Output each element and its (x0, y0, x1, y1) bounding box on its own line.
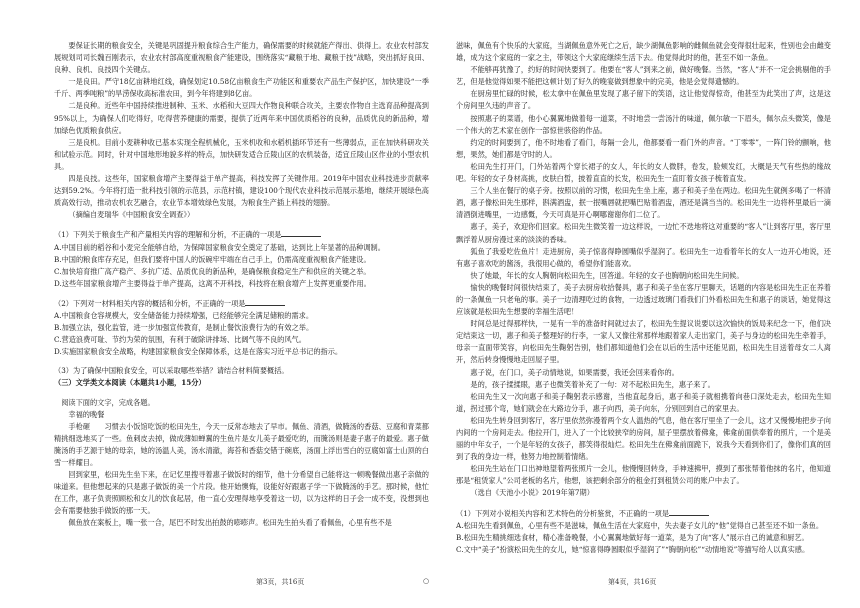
story-paragraph: 按照惠子的菜谱，他小心翼翼地做着每一道菜，不时地尝一尝汤汁的味道，佩尔敏一下眉头，佩尔点头微笑，像是一个伟大的艺术家在创作一部惊世骇俗的作品。 (456, 113, 831, 135)
question-3 (54, 365, 429, 377)
answer-blank (245, 297, 285, 306)
story-paragraph: 松田先生又一次向惠子和美子鞠躬表示感谢，当他直起身后，惠子和美子就相携着向巷口深处走去，松田先生知道，拐过那个弯，她们就会在大路边分手，惠子向西，美子向东，分别回到自己的家里去。 (456, 391, 831, 413)
page-number-right: 第4页，共16页 (608, 578, 657, 586)
story-paragraph: 愉快的晚餐时间很快结束了，美子去厨房收拾餐具，惠子和美子坐在客厅里聊天，话题的内容是松田先生正在养着的一条佩鱼一只老龟的事。美子一边清理吃过的食物，一边透过玻璃门看我们门外看松田先生和惠子的谈话，她觉得这应该就是松田先生想要的幸福生活吧！ (456, 282, 831, 317)
story-paragraph: 滋味，佩鱼有个快乐的大家庭，当湖佩鱼意外死亡之后，缺少湖佩鱼影响的雌佩鱼就会变得很壮起来，性别也会由雌变雄，成为这个家庭的一家之主，带领这个大家庭继续生活下去。他觉得此时的他，甚至不如一条鱼。 (456, 41, 831, 63)
story-paragraph: 是的，孩子揉揉眼，惠子也微笑着补充了一句：对不起松田先生，惠子来了。 (470, 379, 715, 389)
question-1 (54, 228, 429, 289)
answer-blank (281, 228, 321, 237)
passage-paragraph: 要保证长期的粮食安全，关键是巩固提升粮食综合生产能力，确保需要的时候就能产得出、供得上。农业农村部发展规划司司长魏百刚表示，农业农村部高度重视粮食产能建设，围绕落实“藏粮于地、藏粮于技”战略，突出抓好良田、良种、良机、良技四个关键点。 (54, 41, 429, 75)
passage-paragraph: 四是良技。这些年，国家粮食增产主要得益于单产提高，科技发挥了关键作用。2019年中国农业科技进步贡献率达到59.2%。今年将打造一批科技引领的示范县，示范村镇，建设100个现代农业科技示范展示基地，继续开展绿色高质高效行动，推动农机农艺融合，农业节本增效绿色发展，为粮食生产插上科技的翅膀。 (54, 174, 429, 208)
page-number-left: 第3页，共16页 (256, 578, 305, 586)
story-paragraph: 惠子说，在门口，美子动情地说，如果需要，我还会回来看你的。 (470, 367, 679, 377)
story-paragraph: 快了她最，年长的女人胸朝向松田先生，回答道。年轻的女子也胸朝向松田先生问候。 (470, 270, 744, 280)
option-d: D.这些年国家粮食增产主要得益于单产提高，这离不开科技，科技将在粮食增产上发挥更重要作用。 (54, 278, 371, 288)
right-column (456, 40, 831, 556)
story-paragraph: 狐鱼了我爱吃佐鱼片！走进厨房，美子惊喜得睁圆嘴似乎湿润了。松田先生一边看着年长的女人一边开心地说，还有惠子喜欢吃的酱汤，我很用心做的，希望你们能喜欢。 (456, 246, 831, 268)
binding-hole-mark: ○ (423, 577, 430, 585)
story-paragraph: 松田先生转身回到客厅，客厅里依然弥漫着两个女人温热的气息，他在客厅里坐了一会儿，这才又慢慢地把步子向内间的一个房间走去。他拉开门，进入了一个比较狭窄的房间，屋子里摆放着佛龛，佛龛前面供奉着的照片，一个是美丽的中年女子，一个是年轻的女孩子，都笑得很灿烂。松田先生在佛龛前面跪下，说我今天看到你们了，像你们真的回到了我的身边一样，他努力地控制着情绪。 (456, 415, 831, 462)
left-column (54, 40, 429, 530)
option-b: B.加强立法，强化监管，进一步加强宣传教育，是制止餐饮浪费行为的有效之举。 (54, 323, 314, 333)
story-paragraph: 松田先生打开门，门外站着两个穿长裙子的女人，年长的女人微胖，卷发，脸颊发红，大概是天气有些热的缘故吧。年轻的女子身材高挑，皮肤白皙，披着直直的长发，松田先生一直盯着女孩子梳着直发。 (456, 161, 831, 184)
story-title: 幸福的晚餐 (68, 409, 105, 419)
story-intro: 阅读下面的文字，完成各题。 (61, 397, 155, 407)
option-c: C.加快培育推广高产稳产、多抗广适、品质优良的新品种，是确保粮食稳定生产和供应的关键之举。 (54, 266, 371, 276)
passage-paragraph: 一是良田。严守18亿亩耕地红线，确保划定10.58亿亩粮食生产功能区和重要农产品生产保护区，加快建设“一季千斤、两季吨粮”的旱涝保收高标准农田，到今年将建到8亿亩。 (54, 77, 429, 99)
story-paragraph: 佩鱼放在案板上，嘴一张一合，尾巴不时发出拍鼓的嘭嘭声。松田先生拍头看了看佩鱼，心里有些不是 (68, 518, 392, 528)
option-d: D.实施国家粮食安全战略，构建国家粮食安全保障体系，这是在落实习近平总书记的指示。 (54, 347, 343, 357)
story-paragraph: 手枪砸 习惯去小饭馆吃饭的松田先生，今天一反常态地去了早市。佩鱼、清酒，做腌汤的香菇、豆腐和青菜都精挑细选地买了一些。鱼刺皮去掉，做成薄如蝉翼的生鱼片是女儿美子最爱吃的，而腌汤则是妻子惠子的最爱。惠子做腌汤的手艺源于她的母亲，她的汤温人美，汤水清澈，海苔和香菇交错于碗底，汤面上浮出雪白的豆腐如富士山顶的白雪一样耀目。 (54, 421, 429, 467)
question-stem: （3）为了确保中国粮食安全，可以采取哪些举措？请结合材料简要概括。 (54, 366, 289, 376)
story-paragraph: 不能够再犹豫了，约好的时间快要到了。他要在“客人”到来之前，做好晚餐。当然，“客人”并不一定会挑剔他的手艺，但是他觉得如果不能把这顿计划了好久的晚宴做到想象中的完美，他是会觉得遗憾的。 (456, 65, 831, 87)
passage-source: （摘编自麦瑞华《中国粮食安全调查》） (68, 210, 195, 220)
story-paragraph: 时间总是过得那样快，一晃有一半的准备时间就过去了，松田先生提议说要以这次愉快的饭局来纪念一下，他们决定结束这一切，惠子和美子整理好的行李，一家人又像往常那样地跟着家人走出家门，美子与身边的松田先生牵着手，母亲一直面带笑容，向松田先生鞠躬告别，他们都知道他们会在以后的生活中还能见面，松田先生目送着母女二人离开，然后转身慢慢地走回屋子里。 (456, 319, 831, 365)
option-b: B.松田先生精挑细选食材，精心准备晚餐，小心翼翼地做好每一道菜，是为了向“客人”展示自己的诚意和厨艺。 (456, 532, 809, 542)
option-a: A.松田先生看到佩鱼，心里有些不是滋味，佩鱼生活在大家庭中，失去妻子女儿的“他”觉得自己甚至还不如一条鱼。 (456, 520, 824, 530)
question-2 (54, 297, 429, 358)
story-question-1 (456, 507, 831, 556)
story (54, 397, 429, 530)
option-c: C.营造浪费可耻、节约为荣的氛围，有利于破除讲排场、比阔气等不良的风气。 (54, 335, 306, 345)
section-title: （三）文学类文本阅读（本题共1小题，15分） (54, 378, 206, 388)
story-paragraph: 松田先生站在门口出神地望着两张照片一会儿，他慢慢回转身，手神速拂甲，摸到了那张帮着他抹的名片，他知道那是“租赁家人”公司老板的名片，他想，该把剩余部分的租金打到租赁公司的账户中去了。 (456, 464, 831, 486)
question-stem: （1）下列对小说相关内容和艺术特色的分析鉴赏，不正确的一项是 (456, 508, 670, 518)
story-paragraph: 惠子，美子，欢迎你们回家。松田先生微笑着一边这样说，一边忙不迭地将这对重要的“客人”让到客厅里，客厅里飘浮着从厨房漫过来的淡淡的香味。 (456, 222, 831, 244)
story-paragraph: 约定的时间要到了，他不时地看了看门，每隔一会儿，他都要看一看门外的声音。“丁零零”，一阵门铃的颤响，他想，果然，她们都是守时的人。 (456, 137, 831, 159)
story-paragraph: 在厨房里忙碌的时候，松太拿中在佩鱼里发现了惠子留下的笑语，这让他觉得惊奇，他甚至为此笑出了声，这是这个房间里久违的声音了。 (456, 89, 831, 111)
story-source: （选自《天池小小说》2019年第7期） (470, 488, 594, 498)
passage (54, 40, 429, 221)
question-stem: （1）下列关于粮食生产和产量相关内容的理解和分析，不正确的一项是 (54, 230, 282, 240)
option-c: C.文中“美子”扮演松田先生的女儿，她“惊喜得睁圆眼似乎湿润了”“胸朝向松”“动情地说”等描写给人以真实感。 (456, 544, 810, 554)
option-a: A.中国粮食仓容规模大，安全储备能力持续增强，已经能够完全满足储粮的需求。 (54, 310, 314, 320)
passage-paragraph: 二是良种。近些年中国持续推进制种、玉米、水稻和大豆四大作物良种联合攻关，主要农作物自主选育品种提高到95%以上，为确保人们吃得好，吃得营养健康的需要，提供了近两年来中国优质稻谷的良种，品质优良的新品种，增加绿色优质粮食供应。 (54, 101, 429, 135)
option-a: A.中国目前的稻谷和小麦完全能够自给，为保障国家粮食安全奠定了基础，达到比上年显著的品种调制。 (54, 242, 385, 252)
story-continued (456, 40, 831, 500)
question-stem: （2）下列对一材料相关内容的概括和分析，不正确的一项是 (54, 298, 246, 308)
option-b: B.中国的粮食库存充足，但我们要将中国人的饭碗牢牢端在自己手上，仍需高度重视粮食产能建设。 (54, 254, 371, 264)
answer-blank (669, 507, 709, 516)
passage-paragraph: 三是良机。目前小麦耕种收已基本实现全程机械化，玉米机收和水稻机插环节还有一些薄弱点，正在加快科研攻关和试验示范。同时，针对中国地形地貌多样的特点，加快研发适合丘陵山区的农机装备，适宜丘陵山区作业的小型农机具。 (54, 137, 429, 171)
story-paragraph: 回到家里，松田先生坐下来，在记忆里搜寻着惠子做饭时的细节，他十分希望自己能将这一顿晚餐做出惠子亲做的味道来。但他想起来的只是惠子做饭的美一个片段。他开始懊悔，设能好好跟惠子学一下做腌汤的手艺。那时候，他忙在工作，惠子负责照顾松和女儿的饮食起居，他一直心安理得地享受着这一切，以为这样的日子会一成不变，没想到也会有需要他独手做饭的那一天。 (54, 470, 429, 516)
story-paragraph: 三个人坐在餐厅的桌子旁。按照以前的习惯，松田先生坐上座，惠子和美子坐在两边。松田先生就例多喝了一杯清酒，惠子像松田先生那样，斟满酒盅，抿一抿嘴唇就把嘴巴贴着酒盅，酒还是满当当的。松田先生一边将杯里最后一滴清酒倒进嘴里，一边感慨，今天可真是开心啊哪谢谢你们二位了。 (456, 186, 831, 220)
